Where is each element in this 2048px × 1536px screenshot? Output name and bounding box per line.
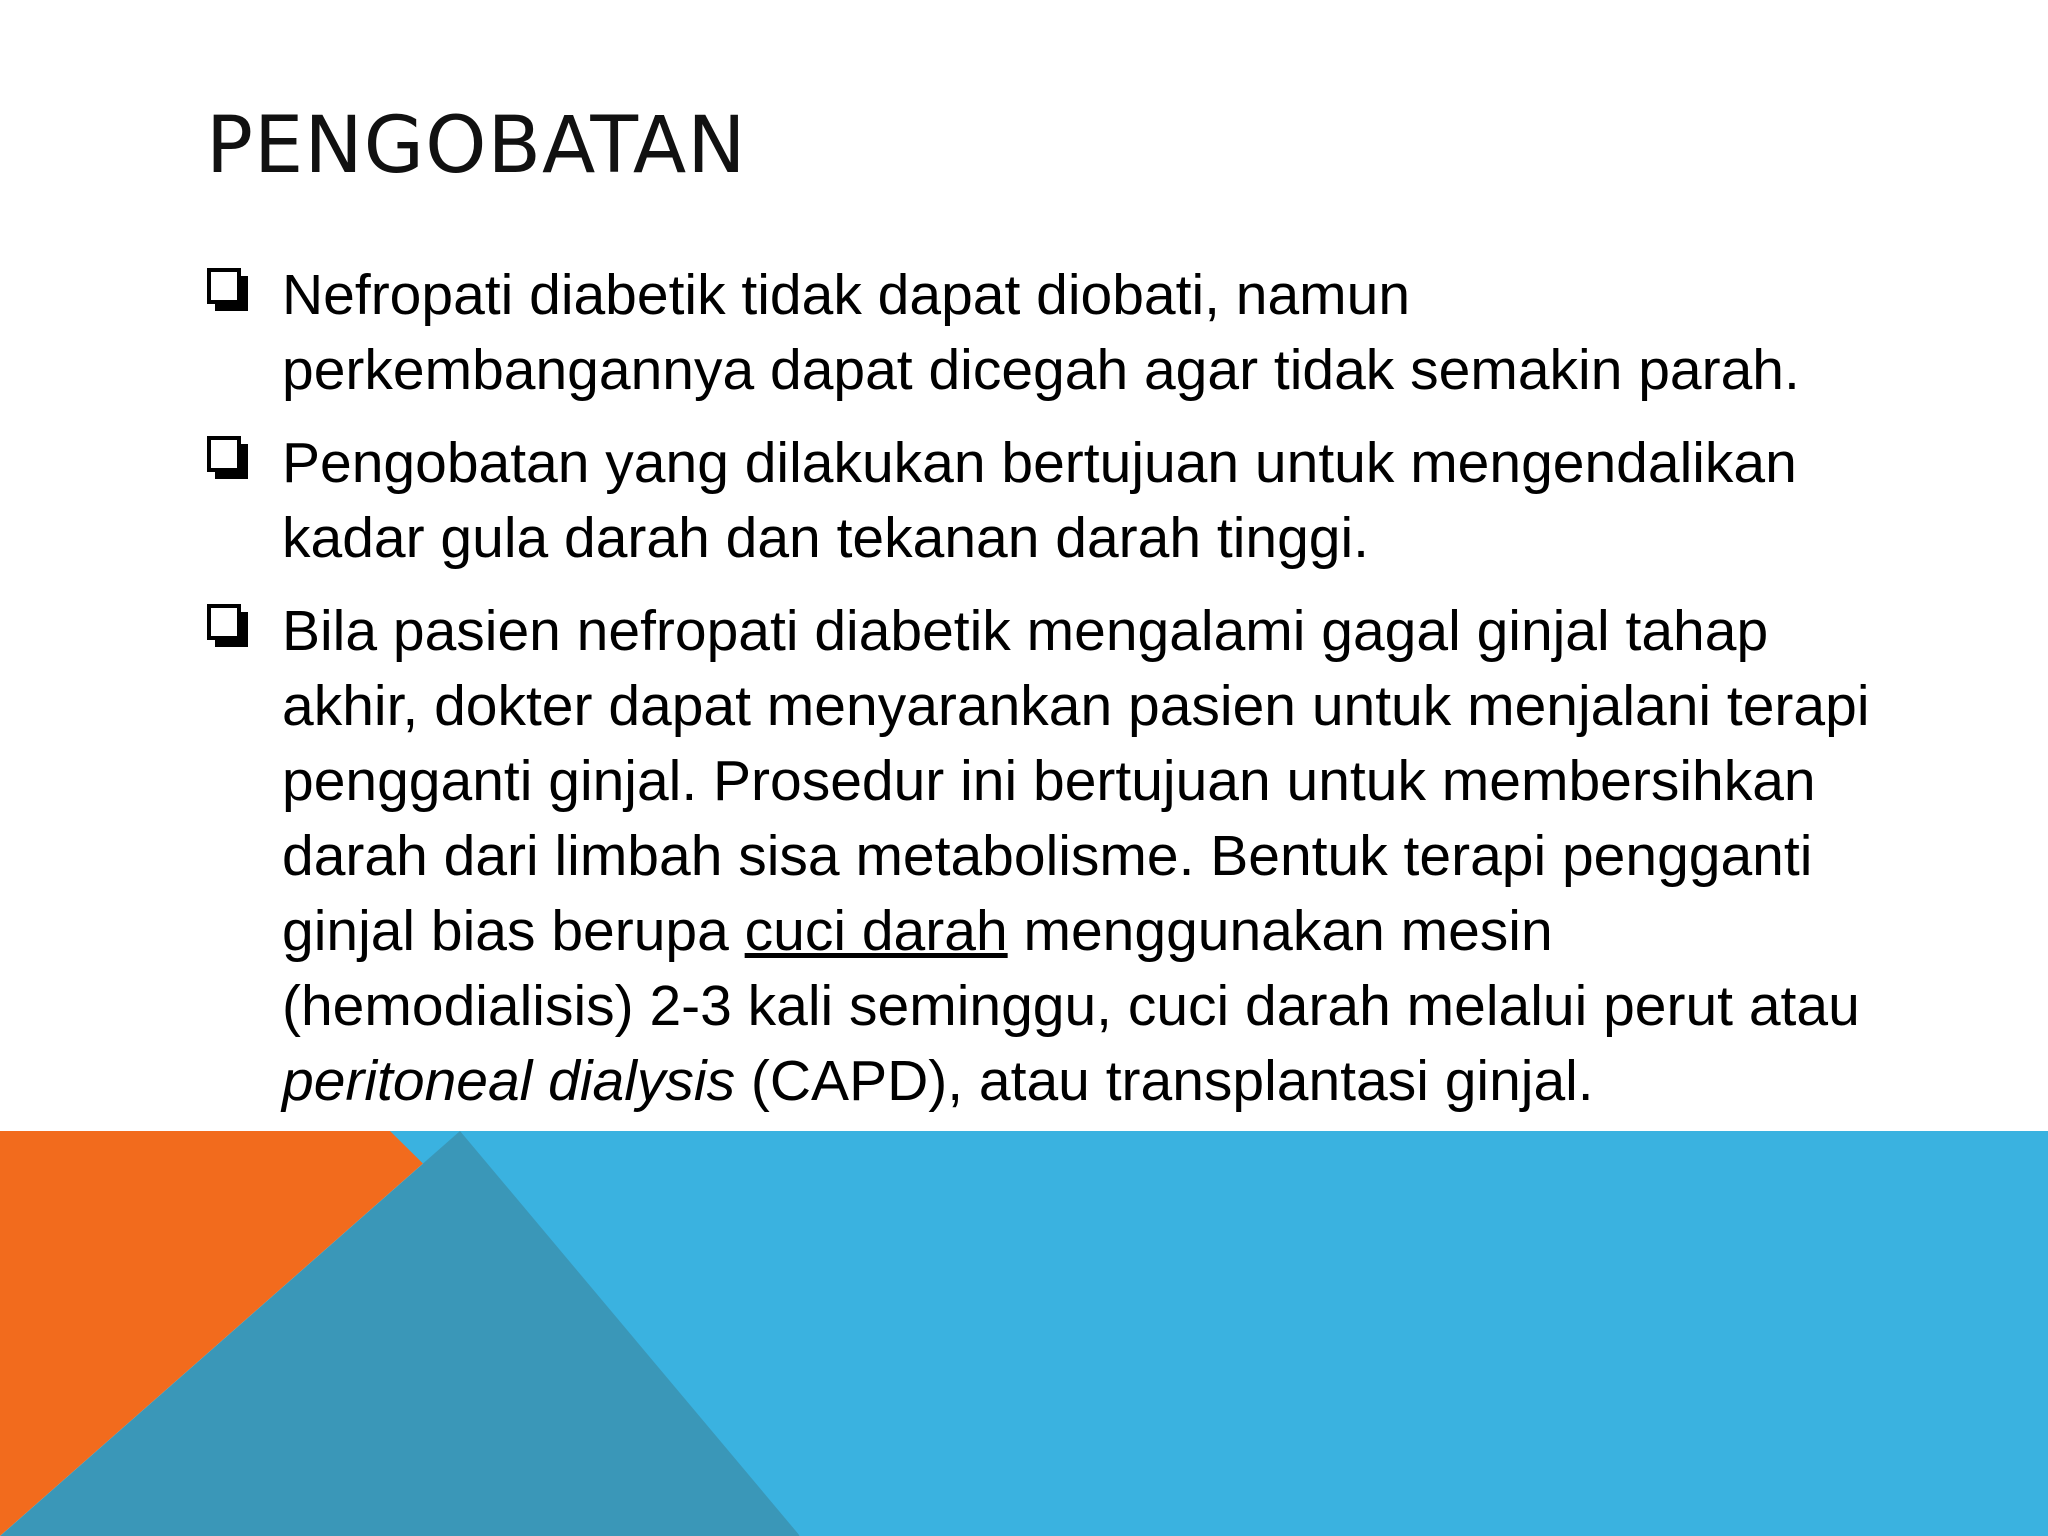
peritoneal-dialysis-term: peritoneal dialysis [282,1049,736,1113]
bullet-text-3c: (CAPD), atau transplantasi ginjal. [735,1049,1594,1113]
checkbox-bullet-icon [206,267,250,315]
cuci-darah-link[interactable]: cuci darah [744,899,1008,963]
bullet-item-2 [206,426,1886,576]
checkbox-bullet-icon [206,435,250,483]
bullet-text-3a: Bila pasien nefropati diabetik mengalami gagal ginjal tahap akhir, dokter dapat menyarankan pasien untuk menjalani terapi pengganti ginjal. Prosedur ini bertujuan untuk membersihkan darah dari limbah sisa metabolisme. Bentuk terapi pengganti ginjal bias berupa [282,599,1870,963]
bullet-text-2: Pengobatan yang dilakukan bertujuan untuk mengendalikan kadar gula darah dan tekanan darah tinggi. [282,431,1797,570]
checkbox-bullet-icon [206,603,250,651]
bullet-item-1 [206,258,1886,408]
bullet-text-1: Nefropati diabetik tidak dapat diobati, namun perkembangannya dapat dicegah agar tidak semakin parah. [282,263,1800,402]
bullet-list [206,258,1886,1137]
slide-title: PENGOBATAN [206,101,747,191]
bullet-item-3 [206,594,1886,1119]
bullet-text-3b: menggunakan mesin (hemodialisis) 2-3 kali seminggu, cuci darah melalui perut atau [282,899,1860,1038]
